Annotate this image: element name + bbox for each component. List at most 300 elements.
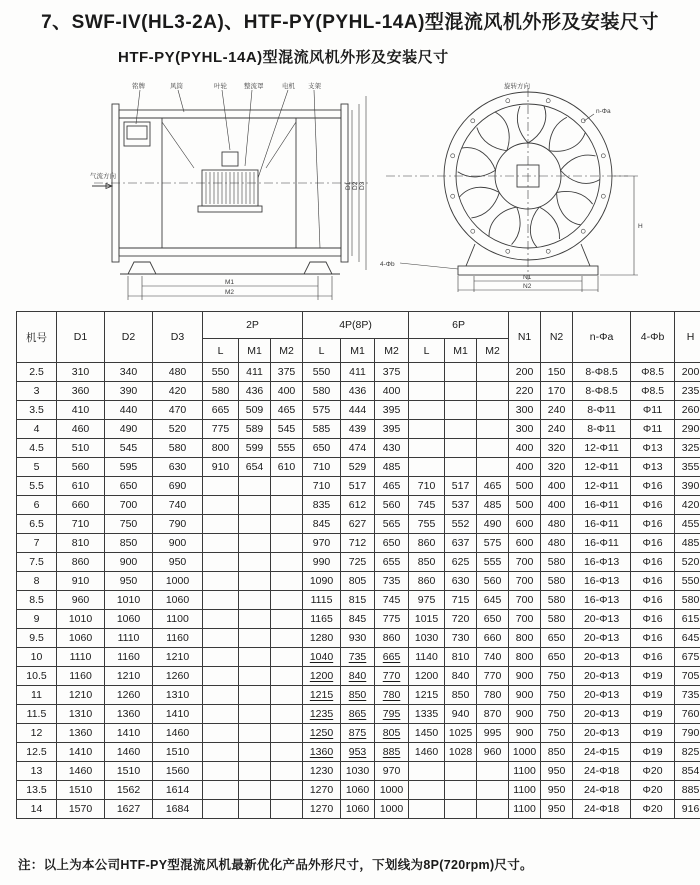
cell — [239, 610, 271, 629]
cell: 1510 — [57, 781, 105, 800]
cell: 1260 — [153, 667, 203, 686]
cell: 585 — [303, 420, 341, 439]
cell: 700 — [509, 591, 541, 610]
cell: 970 — [375, 762, 409, 781]
cell: 1100 — [509, 800, 541, 819]
cell — [239, 572, 271, 591]
cell: Φ20 — [631, 781, 675, 800]
cell: 16-Φ13 — [573, 572, 631, 591]
cell — [203, 553, 239, 572]
cell: 710 — [303, 477, 341, 496]
cell: 860 — [409, 572, 445, 591]
cell — [409, 420, 445, 439]
cell — [203, 477, 239, 496]
dim-label-d1: D1 — [345, 181, 352, 190]
cell: 580 — [303, 382, 341, 401]
cell: 845 — [303, 515, 341, 534]
col-2p-m2: M2 — [271, 339, 303, 363]
cell — [239, 496, 271, 515]
cell: 8 — [17, 572, 57, 591]
cell: 916 — [675, 800, 700, 819]
dim-label-n2: N2 — [523, 283, 532, 290]
dim-label-m2: M2 — [225, 289, 235, 296]
cell: 10.5 — [17, 667, 57, 686]
part-label-impeller: 叶轮 — [214, 83, 227, 90]
cell: 770 — [375, 667, 409, 686]
cell: 580 — [153, 439, 203, 458]
cell: 480 — [153, 363, 203, 382]
cell: 730 — [445, 629, 477, 648]
cell: 975 — [409, 591, 445, 610]
cell: 520 — [675, 553, 700, 572]
cell: 1090 — [303, 572, 341, 591]
cell — [477, 401, 509, 420]
cell: 420 — [675, 496, 700, 515]
cell: 395 — [375, 401, 409, 420]
table-row — [17, 686, 700, 705]
cell: 665 — [375, 648, 409, 667]
cell — [409, 439, 445, 458]
cell: 1060 — [153, 591, 203, 610]
cell — [445, 439, 477, 458]
cell: 580 — [203, 382, 239, 401]
cell — [239, 686, 271, 705]
cell — [477, 363, 509, 382]
cell: 12 — [17, 724, 57, 743]
table-row — [17, 553, 700, 572]
cell: 775 — [203, 420, 239, 439]
cell — [239, 534, 271, 553]
cell — [271, 496, 303, 515]
drawings-area — [0, 76, 700, 306]
cell: 12-Φ11 — [573, 458, 631, 477]
cell: 720 — [445, 610, 477, 629]
col-2p-l: L — [203, 339, 239, 363]
table-row — [17, 496, 700, 515]
cell — [477, 781, 509, 800]
cell: 1235 — [303, 705, 341, 724]
cell: 950 — [153, 553, 203, 572]
cell — [203, 496, 239, 515]
page-title: 7、SWF-IV(HL3-2A)、HTF-PY(PYHL-14A)型混流风机外形及安装尺寸 — [41, 12, 659, 33]
cell: 200 — [675, 363, 700, 382]
cell: 580 — [541, 553, 573, 572]
cell: Φ16 — [631, 496, 675, 515]
cell — [271, 800, 303, 819]
cell: 375 — [375, 363, 409, 382]
cell: 1115 — [303, 591, 341, 610]
cell: 1560 — [153, 762, 203, 781]
col-group-6p: 6P — [409, 312, 509, 339]
cell: 11 — [17, 686, 57, 705]
cell: 805 — [375, 724, 409, 743]
col-n2: N2 — [541, 312, 573, 363]
cell: 850 — [445, 686, 477, 705]
cell: 900 — [153, 534, 203, 553]
cell — [271, 705, 303, 724]
col-6p-m2: M2 — [477, 339, 509, 363]
cell: 910 — [57, 572, 105, 591]
bolt-holes-label: n-Φa — [596, 108, 611, 115]
cell: 750 — [541, 724, 573, 743]
cell: 300 — [509, 420, 541, 439]
cell: Φ19 — [631, 686, 675, 705]
cell: 360 — [57, 382, 105, 401]
cell: 200 — [509, 363, 541, 382]
cell: 550 — [675, 572, 700, 591]
cell: 750 — [541, 686, 573, 705]
cell — [445, 401, 477, 420]
cell: 1510 — [105, 762, 153, 781]
cell: 650 — [541, 648, 573, 667]
cell: 235 — [675, 382, 700, 401]
cell: 735 — [675, 686, 700, 705]
cell: 805 — [341, 572, 375, 591]
table-row — [17, 439, 700, 458]
cell — [271, 762, 303, 781]
cell — [477, 420, 509, 439]
cell: 529 — [341, 458, 375, 477]
cell: 655 — [375, 553, 409, 572]
cell — [203, 762, 239, 781]
cell: 930 — [341, 629, 375, 648]
dim-label-d3: D3 — [359, 181, 366, 190]
cell: 950 — [541, 781, 573, 800]
cell: 1270 — [303, 781, 341, 800]
cell: 900 — [105, 553, 153, 572]
cell: 411 — [341, 363, 375, 382]
cell: 575 — [303, 401, 341, 420]
col-machine: 机号 — [17, 312, 57, 363]
part-label-fairing: 整流罩 — [244, 83, 264, 90]
cell: 12-Φ11 — [573, 477, 631, 496]
cell: 1100 — [153, 610, 203, 629]
cell: 4.5 — [17, 439, 57, 458]
cell: 500 — [509, 477, 541, 496]
cell: 630 — [445, 572, 477, 591]
cell: 12-Φ11 — [573, 439, 631, 458]
cell: 740 — [477, 648, 509, 667]
cell: Φ16 — [631, 534, 675, 553]
cell — [203, 648, 239, 667]
cell — [239, 743, 271, 762]
cell — [203, 591, 239, 610]
cell: 565 — [375, 515, 409, 534]
cell — [239, 553, 271, 572]
cell — [239, 515, 271, 534]
cell: 600 — [509, 534, 541, 553]
cell: 1140 — [409, 648, 445, 667]
cell — [409, 781, 445, 800]
cell: 630 — [153, 458, 203, 477]
cell — [271, 724, 303, 743]
cell: 700 — [105, 496, 153, 515]
cell: 20-Φ13 — [573, 686, 631, 705]
cell: 20-Φ13 — [573, 610, 631, 629]
cell: 8-Φ8.5 — [573, 382, 631, 401]
cell: 1684 — [153, 800, 203, 819]
cell: 390 — [675, 477, 700, 496]
cell — [445, 762, 477, 781]
motor-junction-box — [222, 152, 238, 166]
cell: 650 — [477, 610, 509, 629]
cell: 440 — [105, 401, 153, 420]
cell: 1410 — [57, 743, 105, 762]
cell: 845 — [341, 610, 375, 629]
cell — [271, 686, 303, 705]
cell: 1562 — [105, 781, 153, 800]
cell — [239, 477, 271, 496]
cell: 1040 — [303, 648, 341, 667]
cell: 627 — [341, 515, 375, 534]
cell: 700 — [509, 610, 541, 629]
cell: 900 — [509, 686, 541, 705]
cell: 555 — [271, 439, 303, 458]
cell: 355 — [675, 458, 700, 477]
cell: 1360 — [57, 724, 105, 743]
cell: 465 — [477, 477, 509, 496]
cell: 580 — [541, 572, 573, 591]
cell: 1335 — [409, 705, 445, 724]
cell: 595 — [105, 458, 153, 477]
cell: 560 — [477, 572, 509, 591]
cell: 650 — [105, 477, 153, 496]
cell: 10 — [17, 648, 57, 667]
cell: 4 — [17, 420, 57, 439]
cell: 24-Φ18 — [573, 800, 631, 819]
cell — [239, 648, 271, 667]
cell: 950 — [541, 762, 573, 781]
cell: 485 — [477, 496, 509, 515]
cell: 780 — [375, 686, 409, 705]
cell: 430 — [375, 439, 409, 458]
table-row — [17, 629, 700, 648]
cell: 575 — [477, 534, 509, 553]
cell: 455 — [675, 515, 700, 534]
cell: 665 — [203, 401, 239, 420]
table-row — [17, 515, 700, 534]
cell: 436 — [341, 382, 375, 401]
cell: 860 — [375, 629, 409, 648]
fan-side-view-drawing — [90, 78, 372, 304]
cell: 1165 — [303, 610, 341, 629]
cell — [477, 458, 509, 477]
cell: Φ19 — [631, 705, 675, 724]
cell: 20-Φ13 — [573, 667, 631, 686]
cell: 550 — [303, 363, 341, 382]
cell: 500 — [509, 496, 541, 515]
table-row — [17, 401, 700, 420]
cell: Φ16 — [631, 648, 675, 667]
cell: Φ16 — [631, 572, 675, 591]
cell: 400 — [375, 382, 409, 401]
cell: 650 — [375, 534, 409, 553]
part-label-motor: 电机 — [282, 83, 295, 90]
cell: 690 — [153, 477, 203, 496]
dim-label-n1: N1 — [523, 274, 532, 281]
cell: 1510 — [153, 743, 203, 762]
cell: 8-Φ11 — [573, 401, 631, 420]
cell: 960 — [477, 743, 509, 762]
cell: 16-Φ13 — [573, 553, 631, 572]
cell: 860 — [409, 534, 445, 553]
cell: 1015 — [409, 610, 445, 629]
cell: 310 — [57, 363, 105, 382]
cell: 1110 — [57, 648, 105, 667]
cell — [271, 572, 303, 591]
cell: 395 — [375, 420, 409, 439]
table-row — [17, 781, 700, 800]
cell: 537 — [445, 496, 477, 515]
cell: 410 — [57, 401, 105, 420]
cell: 790 — [675, 724, 700, 743]
cell: 6 — [17, 496, 57, 515]
cell: 1160 — [105, 648, 153, 667]
cell — [203, 781, 239, 800]
cell: 20-Φ13 — [573, 724, 631, 743]
cell — [239, 781, 271, 800]
cell: 800 — [203, 439, 239, 458]
cell: 375 — [271, 363, 303, 382]
cell — [271, 591, 303, 610]
cell — [239, 629, 271, 648]
cell: 1025 — [445, 724, 477, 743]
dim-label-d2: D2 — [352, 181, 359, 190]
table-row — [17, 382, 700, 401]
cell — [203, 629, 239, 648]
cell — [239, 591, 271, 610]
cell: 411 — [239, 363, 271, 382]
cell: 436 — [239, 382, 271, 401]
cell: 712 — [341, 534, 375, 553]
cell: 1360 — [303, 743, 341, 762]
cell: 545 — [105, 439, 153, 458]
cell: 710 — [409, 477, 445, 496]
cell: 800 — [509, 648, 541, 667]
cell: 1614 — [153, 781, 203, 800]
cell: Φ16 — [631, 629, 675, 648]
col-n1: N1 — [509, 312, 541, 363]
cell: 1410 — [105, 724, 153, 743]
col-4p-m1: M1 — [341, 339, 375, 363]
cell: 625 — [445, 553, 477, 572]
cell: 995 — [477, 724, 509, 743]
cell: 885 — [375, 743, 409, 762]
cell: 11.5 — [17, 705, 57, 724]
cell — [445, 458, 477, 477]
cell: 650 — [541, 629, 573, 648]
cell: 1310 — [57, 705, 105, 724]
cell — [477, 762, 509, 781]
cell: 465 — [375, 477, 409, 496]
cell: 950 — [541, 800, 573, 819]
table-header — [17, 312, 700, 363]
cell — [271, 553, 303, 572]
cell: Φ13 — [631, 458, 675, 477]
cell: 20-Φ13 — [573, 705, 631, 724]
cell: 1230 — [303, 762, 341, 781]
cell: 400 — [509, 458, 541, 477]
table-row — [17, 667, 700, 686]
cell: 1010 — [57, 610, 105, 629]
cell: 320 — [541, 439, 573, 458]
cell: 560 — [57, 458, 105, 477]
part-label-nameplate: 铭牌 — [132, 83, 145, 90]
page-subtitle: HTF-PY(PYHL-14A)型混流风机外形及安装尺寸 — [118, 49, 449, 66]
cell: 900 — [509, 724, 541, 743]
cell: Φ11 — [631, 401, 675, 420]
cell — [409, 363, 445, 382]
cell: 1160 — [153, 629, 203, 648]
cell: 510 — [57, 439, 105, 458]
footnote: 注：以上为本公司HTF-PY型混流风机最新优化产品外形尺寸，下划线为8P(720rpm)尺寸。 — [18, 858, 533, 872]
cell: 474 — [341, 439, 375, 458]
cell: 760 — [675, 705, 700, 724]
cell: 1000 — [375, 781, 409, 800]
cell: 5 — [17, 458, 57, 477]
cell: Φ16 — [631, 477, 675, 496]
dim-label-m1: M1 — [225, 279, 235, 286]
cell: 340 — [105, 363, 153, 382]
cell: 1460 — [57, 762, 105, 781]
cell: 580 — [541, 610, 573, 629]
cell: 1210 — [153, 648, 203, 667]
cell: 599 — [239, 439, 271, 458]
cell: 1200 — [409, 667, 445, 686]
cell: 885 — [675, 781, 700, 800]
base-hole-label: 4-Φb — [380, 261, 395, 268]
cell: 750 — [105, 515, 153, 534]
cell: 745 — [375, 591, 409, 610]
cell: 1270 — [303, 800, 341, 819]
cell: 715 — [445, 591, 477, 610]
table-row — [17, 705, 700, 724]
cell — [203, 800, 239, 819]
cell: 325 — [675, 439, 700, 458]
cell: 400 — [271, 382, 303, 401]
cell: 1360 — [105, 705, 153, 724]
cell: 150 — [541, 363, 573, 382]
cell: 950 — [105, 572, 153, 591]
cell: 220 — [509, 382, 541, 401]
cell: 800 — [509, 629, 541, 648]
table-row — [17, 458, 700, 477]
cell: 1000 — [375, 800, 409, 819]
cell — [203, 610, 239, 629]
cell: 1627 — [105, 800, 153, 819]
cell: 810 — [445, 648, 477, 667]
table-row — [17, 743, 700, 762]
cell — [477, 382, 509, 401]
cell: 700 — [509, 553, 541, 572]
cell: 1100 — [509, 781, 541, 800]
cell: 420 — [153, 382, 203, 401]
cell: 560 — [375, 496, 409, 515]
cell: 485 — [675, 534, 700, 553]
cell: 9 — [17, 610, 57, 629]
cell: Φ8.5 — [631, 382, 675, 401]
cell: 1250 — [303, 724, 341, 743]
col-4b: 4-Φb — [631, 312, 675, 363]
cell: 1000 — [509, 743, 541, 762]
cell: 835 — [303, 496, 341, 515]
col-group-2p: 2P — [203, 312, 303, 339]
cell: Φ16 — [631, 591, 675, 610]
cell: 953 — [341, 743, 375, 762]
cell: 900 — [509, 667, 541, 686]
cell: 580 — [541, 591, 573, 610]
table-row — [17, 420, 700, 439]
